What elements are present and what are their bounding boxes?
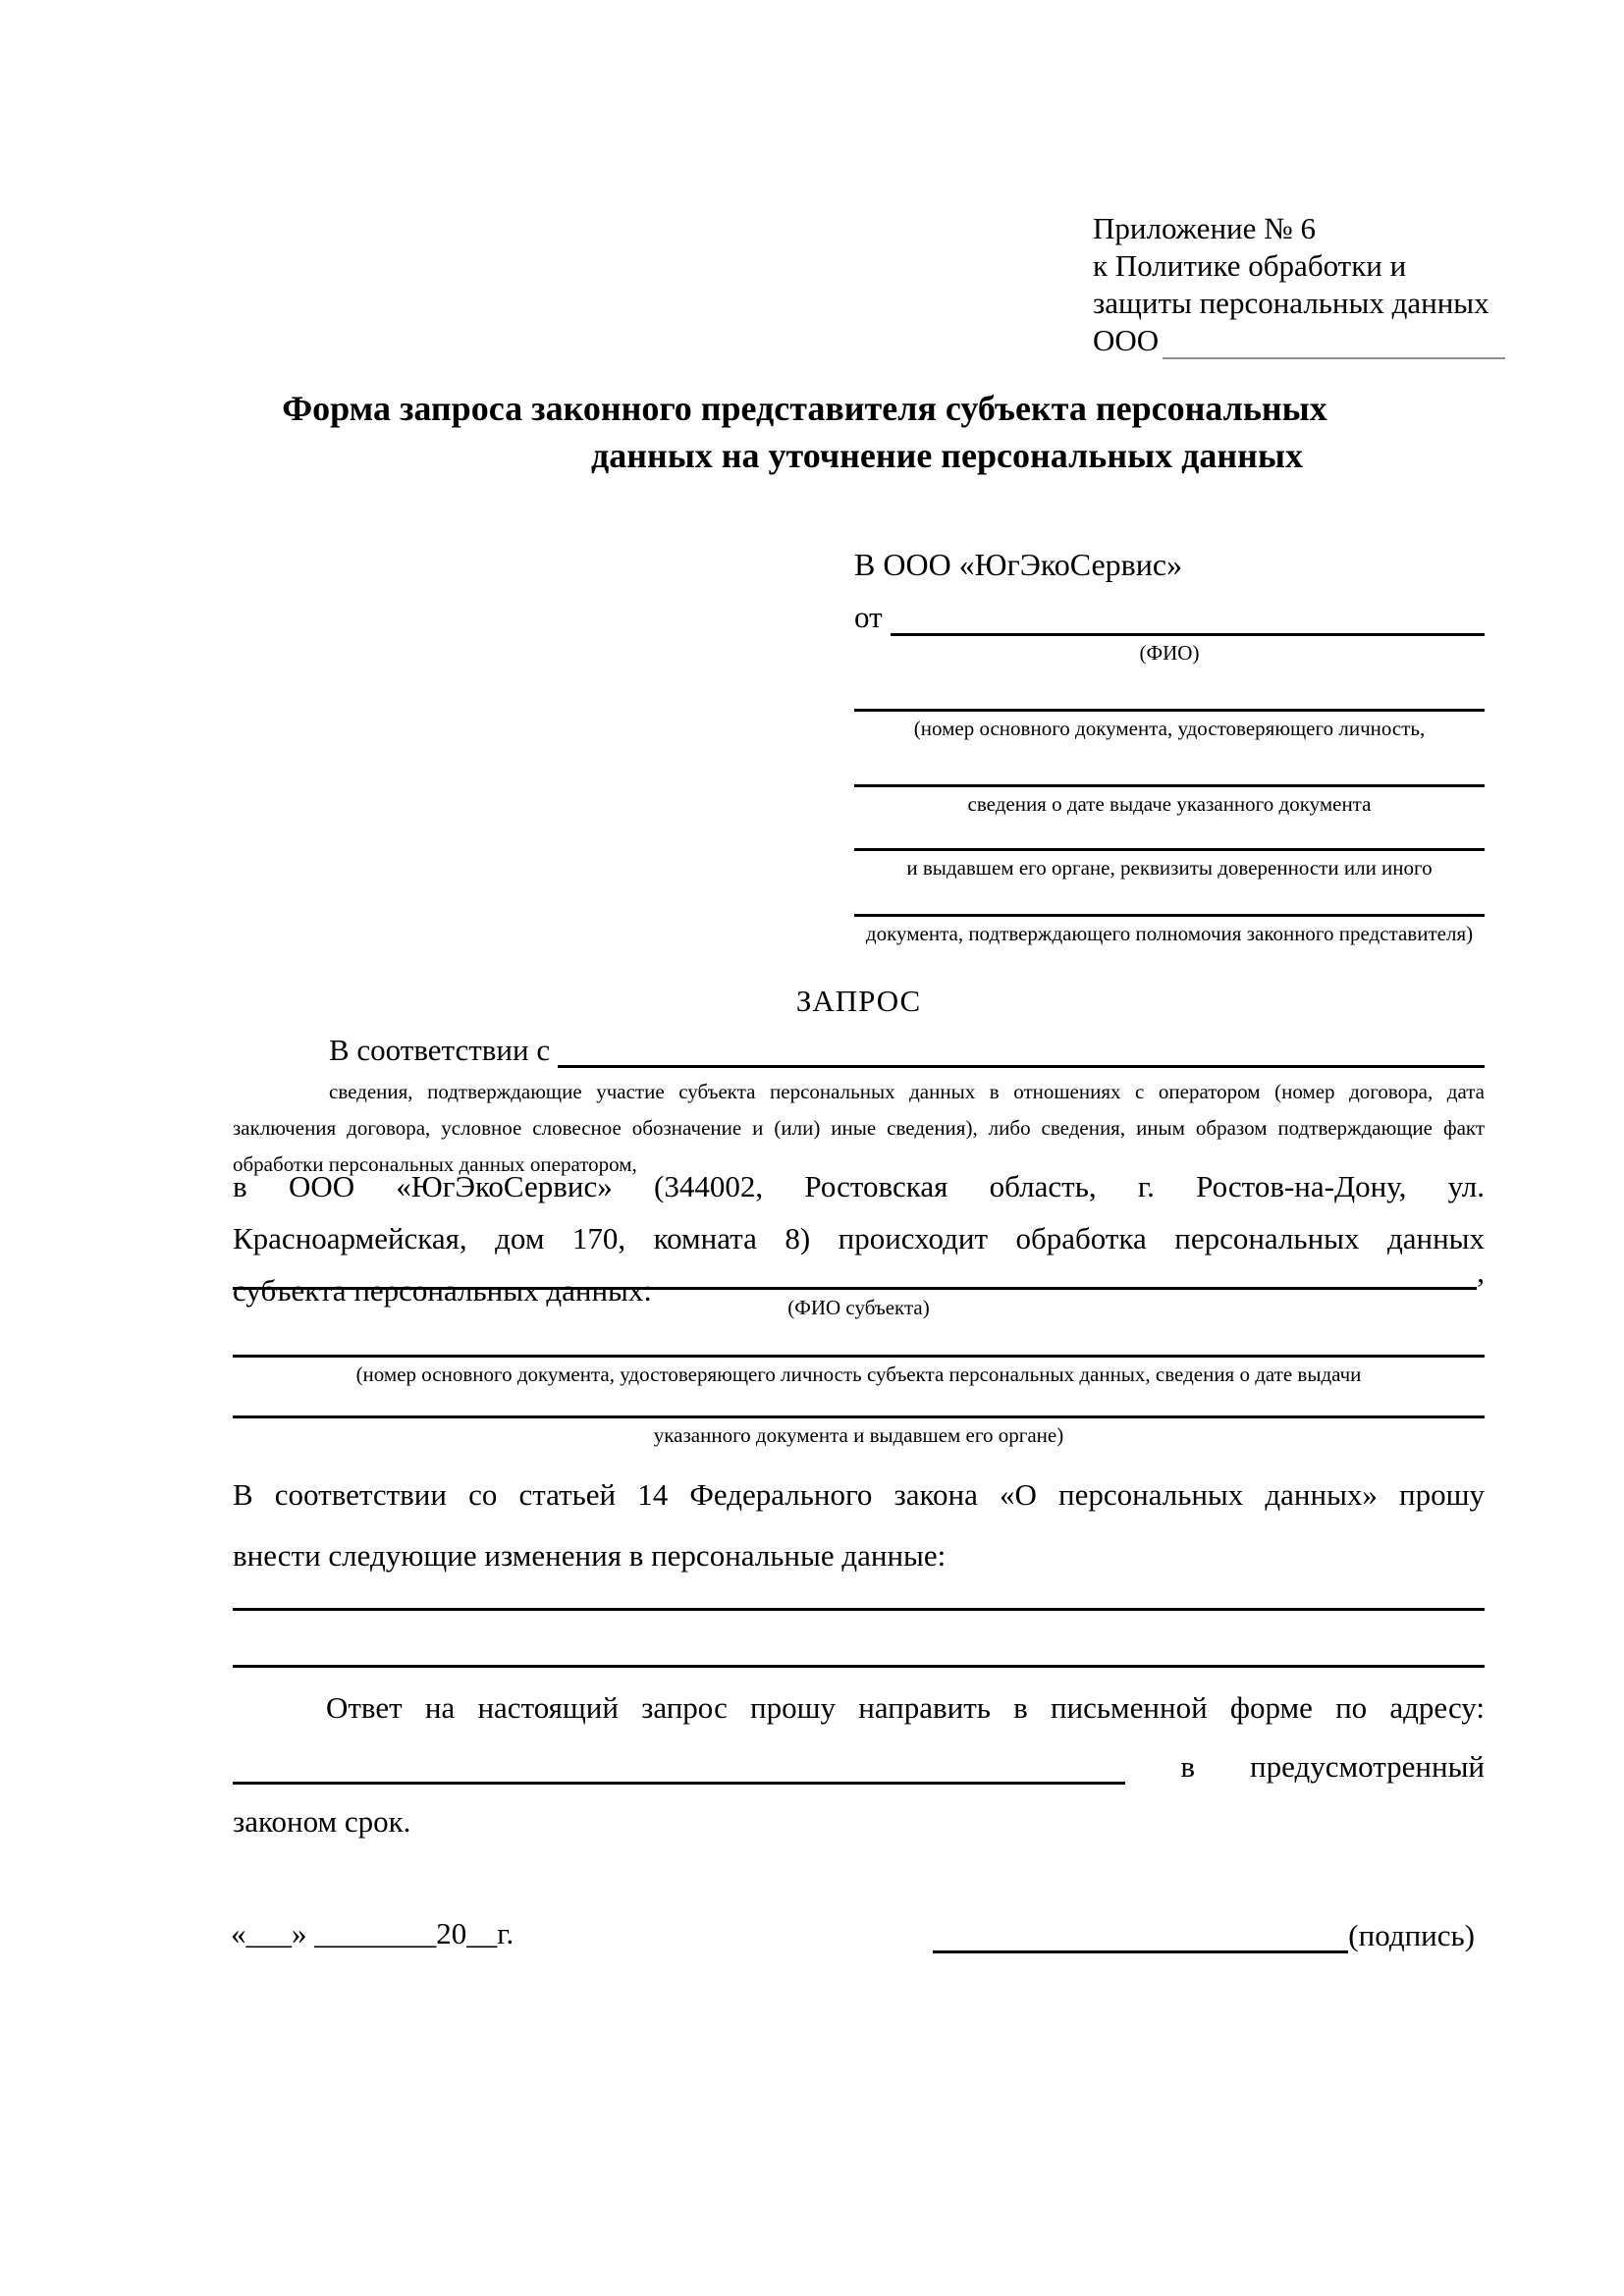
doc-caption: сведения о дате выдаче указанного документа [967,792,1372,816]
doc-blank-line [854,784,1485,787]
ooo-row [1093,322,1505,359]
signature-row [933,1916,1475,1953]
doc-caption: (номер основного документа, удостоверяющего личность, [913,717,1426,740]
form-title [233,385,1485,479]
law-line: В соответствии со статьей 14 Федерального закона «О персональных данных» прошу [233,1477,1485,1512]
ooo-blank-line [1163,328,1505,359]
answer-middle-row [233,1745,1485,1785]
doc-blank-line [854,848,1485,851]
basis-row [233,1033,1485,1068]
answer-blank-line [233,1742,1125,1785]
recipient-block [854,546,1485,946]
subject-doc-caption: указанного документа и выдавшем его органе) [653,1423,1064,1447]
changes-blank-line [233,1608,1485,1611]
appendix-note [1093,210,1505,359]
appendix-line: защиты персональных данных [1093,286,1489,320]
form-title-line: Форма запроса законного представителя субъекта персональных [282,389,1327,428]
doc-blank-line [854,709,1485,712]
recipient-organization: В ООО «ЮгЭкоСервис» [854,547,1183,582]
answer-line: Ответ на настоящий запрос прошу направить в письменной форме по адресу: [326,1690,1485,1725]
subject-doc-blank-line [233,1415,1485,1418]
answer-paragraph [233,1690,1485,1840]
answer-line: законом срок. [233,1804,411,1839]
basis-blank-line [558,1065,1485,1068]
answer-word: в [1180,1749,1196,1784]
from-label: от [854,600,883,634]
appendix-line: к Политике обработки и [1093,248,1407,283]
answer-word: предусмотренный [1250,1749,1485,1784]
subject-doc-blank-line [233,1355,1485,1358]
operator-line: в ООО «ЮгЭкоСервис» (344002, Ростовская область, г. Ростов-на-Дону, ул. [233,1169,1485,1203]
subject-fio-caption: (ФИО субъекта) [787,1296,930,1319]
form-title-line: данных на уточнение персональных данных [591,436,1303,475]
subject-blank-line [233,1287,1477,1290]
doc-blank-line [854,914,1485,917]
ooo-label: ООО [1093,323,1160,357]
date-field: «___» ________20__г. [231,1916,514,1950]
operator-paragraph [233,1160,1485,1316]
doc-caption: и выдавшем его органе, реквизиты доверенности или иного [906,856,1433,880]
operator-line: субъекта персональных данных: [233,1273,652,1308]
law-line: внести следующие изменения в персональные данные: [233,1538,947,1573]
basis-note-line: обработки персональных данных оператором, [233,1152,637,1176]
signature-line [933,1950,1348,1953]
subject-row [233,1256,1485,1290]
subject-comma: , [1477,1255,1485,1289]
request-heading: ЗАПРОС [795,984,922,1018]
from-blank-line [891,633,1485,636]
basis-label: В соответствии с [329,1033,551,1067]
operator-line: Красноармейская, дом 170, комната 8) происходит обработка персональных данных [233,1221,1485,1255]
from-row [854,595,1485,636]
fio-caption: (ФИО) [1139,641,1200,665]
subject-doc-caption: (номер основного документа, удостоверяющего личность субъекта персональных данных, сведения о дате выдачи [355,1362,1362,1386]
law-paragraph [233,1465,1485,1586]
basis-note-line: заключения договора, условное словесное обозначение и (или) иные сведения), либо сведения, иным образом подтверждающие факт [233,1116,1485,1140]
changes-blank-line [233,1665,1485,1668]
signature-caption: (подпись) [1348,1918,1475,1952]
basis-note-line: сведения, подтверждающие участие субъекта персональных данных в отношениях с оператором (номер договора, дата [329,1080,1485,1103]
appendix-line: Приложение № 6 [1093,211,1316,245]
doc-caption: документа, подтверждающего полномочия законного представителя) [865,922,1474,945]
